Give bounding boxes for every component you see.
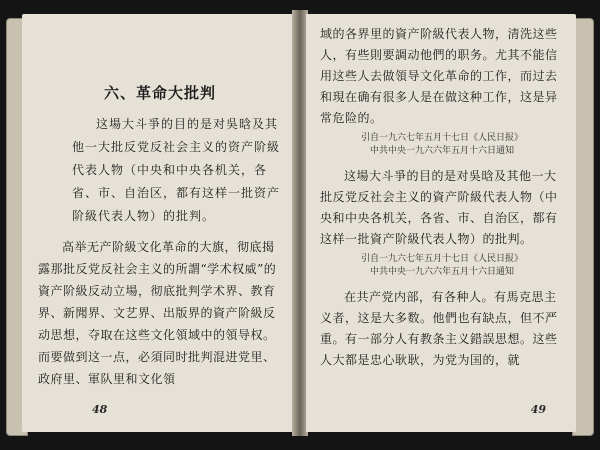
left-page	[22, 14, 294, 432]
right-paragraph-3: 在共产党内部，有各种人。有馬克思主义者，这是大多数。他們也有缺点，但不严重。有一部分人有教条主义錯誤思想。这些人大都是忠心耿耿，为党为国的，就	[320, 290, 558, 367]
quotation-text: 这場大斗爭的目的是对吳晗及其他一大批反党反社会主义的资产阶級代表人物（中央和中央各机关，各省、市、自治区，都有这样一批资产阶級代表人物）的批判。	[72, 117, 281, 223]
section-heading: 六、革命大批判	[103, 84, 216, 102]
quotation-block	[38, 113, 282, 228]
citation-1	[320, 132, 564, 158]
right-page	[306, 14, 576, 432]
citation-2-source: 引自一九六七年五月十七日《人民日报》	[360, 254, 523, 264]
left-body-paragraph: 高举无产阶級文化革命的大旗，彻底揭露那批反党反社会主义的所謂“学术权威”的資产阶級反动立場，彻底批判学术界、教育界、新聞界、文艺界、出版界的資产阶級反动思想，夺取在这些文化領域中的領导权。而要做到这一点，必須同时批判混进党里、政府里、軍队里和文化領	[38, 240, 277, 386]
right-page-number: 49	[530, 403, 546, 416]
left-page-number: 48	[92, 403, 108, 416]
right-page-content	[320, 24, 564, 371]
right-paragraph-2: 这場大斗爭的目的是对吳晗及其他一大批反党反社会主义的資产阶級代表人物（中央和中央各机关，各省、市、自治区，都有这样一批資产阶級代表人物）的批判。	[320, 169, 558, 246]
citation-2	[320, 253, 564, 279]
right-paragraph-1: 域的各界里的資产阶級代表人物，清洗这些人，有些則要調动他們的职务。尤其不能信用这些人去做領导文化革命的工作，而过去和現在确有很多人是在做这种工作，这是异常危险的。	[320, 27, 558, 125]
open-book	[6, 6, 594, 444]
citation-2-origin: 中共中央一九六六年五月十六日通知	[369, 267, 514, 277]
citation-1-origin: 中共中央一九六六年五月十六日通知	[369, 146, 514, 156]
citation-1-source: 引自一九六七年五月十七日《人民日报》	[360, 133, 523, 143]
left-page-content	[38, 36, 282, 390]
